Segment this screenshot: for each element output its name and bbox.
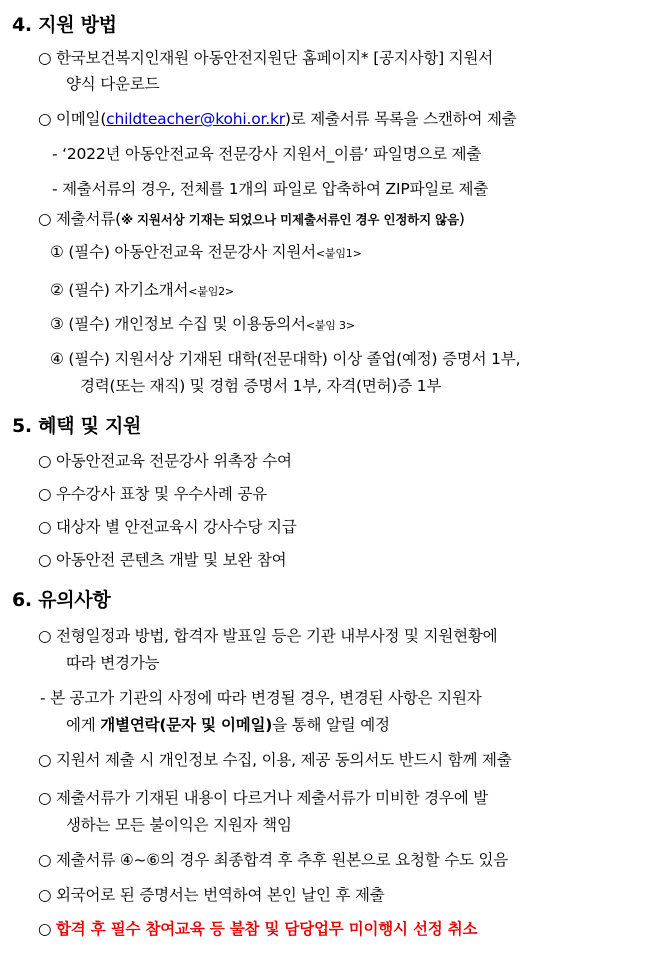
s6-bullet-1: ○ 전형일정과 방법, 합격자 발표일 등은 기관 내부사정 및 지원현황에 (38, 627, 498, 645)
bullet-icon: ○ (38, 110, 52, 128)
s4-item-3: ③ (필수) 개인정보 수집 및 이용동의서<붙임 3> (50, 315, 355, 333)
s6-bullet-2: ○ 지원서 제출 시 개인정보 수집, 이용, 제공 동의서도 반드시 함께 제출 (38, 751, 512, 769)
s6-bullet-3: ○ 제출서류가 기재된 내용이 다르거나 제출서류가 미비한 경우에 발 (38, 789, 488, 807)
s4-dash-1: - ‘2022년 아동안전교육 전문강사 지원서_이름’ 파일명으로 제출 (52, 145, 482, 163)
s6-bullet-6 (38, 917, 477, 939)
bullet-icon: ○ (38, 49, 52, 67)
attachment-label: <붙임2> (188, 285, 234, 298)
email-link[interactable]: childteacher@kohi.or.kr (106, 110, 285, 128)
attachment-label: <붙임 3> (305, 319, 355, 332)
s4-bullet-1-cont: 양식 다운로드 (66, 75, 160, 93)
bullet-icon: ○ (38, 920, 52, 938)
bullet-icon: ○ (38, 518, 52, 536)
s5-item: ○ 아동안전교육 전문강사 위촉장 수여 (38, 452, 292, 470)
note-text: ※ 지원서상 기재는 되었으나 미제출서류인 경우 인정하지 않음 (120, 212, 459, 227)
section-6-title: 6. 유의사항 (12, 589, 111, 611)
s6-bullet-3-cont: 생하는 모든 불이익은 지원자 책임 (66, 816, 292, 834)
s5-item: ○ 우수강사 표창 및 우수사례 공유 (38, 485, 267, 503)
s6-bullet-1-cont: 따라 변경가능 (66, 654, 160, 672)
bullet-icon: ○ (38, 452, 52, 470)
s4-item-1: ① (필수) 아동안전교육 전문강사 지원서<붙임1> (50, 243, 362, 261)
section-4-title: 4. 지원 방법 (12, 14, 117, 36)
bullet-icon: ○ (38, 851, 52, 869)
bullet-icon: ○ (38, 210, 52, 228)
bullet-icon: ○ (38, 551, 52, 569)
s4-dash-2: - 제출서류의 경우, 전체를 1개의 파일로 압축하여 ZIP파일로 제출 (52, 180, 489, 198)
s6-dash-1: - 본 공고가 기관의 사정에 따라 변경될 경우, 변경된 사항은 지원자 (40, 689, 482, 707)
s4-item-4: ④ (필수) 지원서상 기재된 대학(전문대학) 이상 졸업(예정) 증명서 1부, (50, 350, 521, 368)
s4-item-2: ② (필수) 자기소개서<붙임2> (50, 281, 234, 299)
s4-bullet-3: ○ 제출서류(※ 지원서상 기재는 되었으나 미제출서류인 경우 인정하지 않음) (38, 210, 465, 228)
s6-bullet-4: ○ 제출서류 ④~⑥의 경우 최종합격 후 추후 원본으로 요청할 수도 있음 (38, 851, 509, 869)
s4-item-4-cont: 경력(또는 재직) 및 경험 증명서 1부, 자격(면허)증 1부 (80, 377, 442, 395)
s6-dash-1-cont: 에게 개별연락(문자 및 이메일)을 통해 알릴 예정 (66, 716, 390, 734)
s4-bullet-2: ○ 이메일(childteacher@kohi.or.kr)로 제출서류 목록을 스캔하여 제출 (38, 110, 517, 128)
section-5-title: 5. 혜택 및 지원 (12, 415, 142, 437)
bullet-icon: ○ (38, 789, 52, 807)
s5-item: ○ 아동안전 콘텐츠 개발 및 보완 참여 (38, 551, 287, 569)
warning-text: 합격 후 필수 참여교육 등 불참 및 담당업무 미이행시 선정 취소 (56, 920, 478, 938)
s6-bullet-5: ○ 외국어로 된 증명서는 번역하여 본인 날인 후 제출 (38, 886, 385, 904)
bold-contact-text: 개별연락(문자 및 이메일) (100, 716, 273, 734)
bullet-icon: ○ (38, 627, 52, 645)
s5-item: ○ 대상자 별 안전교육시 강사수당 지급 (38, 518, 297, 536)
bullet-icon: ○ (38, 886, 52, 904)
s4-bullet-1: ○ 한국보건복지인재원 아동안전지원단 홈페이지* [공지사항] 지원서 (38, 49, 494, 67)
attachment-label: <붙임1> (315, 247, 362, 260)
bullet-icon: ○ (38, 751, 52, 769)
bullet-icon: ○ (38, 485, 52, 503)
